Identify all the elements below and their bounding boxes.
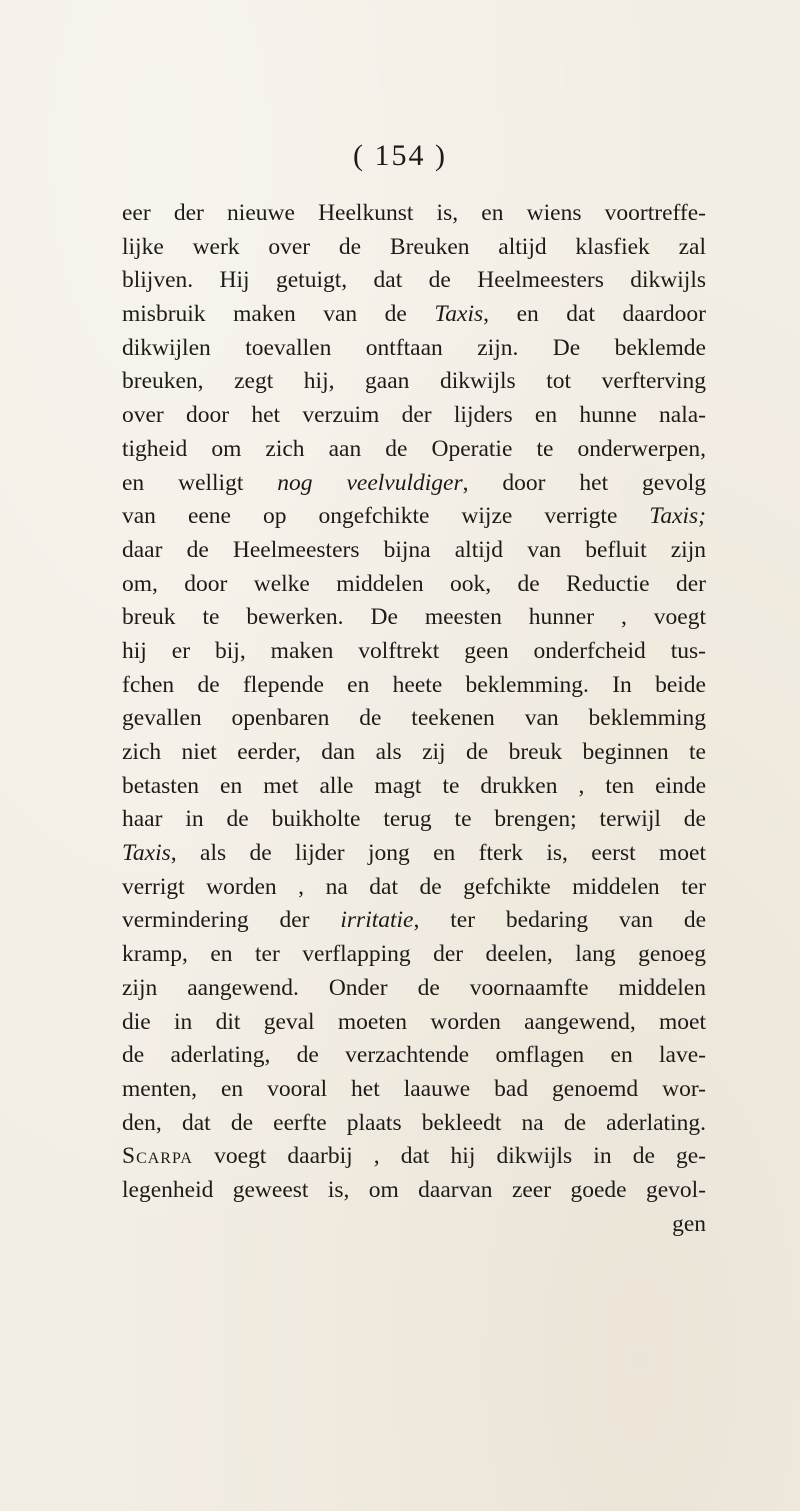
text-segment: dikwijlen toevallen ontftaan zijn. De beklemde <box>122 334 706 361</box>
italic-term: nog veelvuldiger <box>277 469 463 496</box>
italic-term: irritatie <box>340 907 414 934</box>
text-segment: vermindering der <box>122 907 341 934</box>
author-name: Scarpa <box>122 1143 193 1170</box>
text-line <box>122 938 706 972</box>
text-segment: daar de Heelmeesters bijna altijd van befluit zijn <box>122 536 706 563</box>
text-segment: die in dit geval moeten worden aangewend, moet <box>122 1008 706 1035</box>
text-segment: eer der nieuwe Heelkunst is, en wiens voortreffe- <box>122 200 706 226</box>
text-segment: kramp, en ter verflapping der deelen, lang genoeg <box>122 941 706 968</box>
text-line <box>122 736 706 770</box>
text-line <box>122 702 706 736</box>
text-line <box>122 332 706 366</box>
text-segment: lijke werk over de Breuken altijd klasfiek zal <box>122 233 706 260</box>
text-segment: , door het gevolg <box>462 469 706 496</box>
text-line <box>122 669 706 703</box>
text-line <box>122 298 706 332</box>
text-segment: , als de lijder jong en fterk is, eerst moet <box>170 840 706 867</box>
text-line <box>122 1073 706 1107</box>
text-segment: van eene op ongefchikte wijze verrigte <box>122 503 650 530</box>
text-line <box>122 568 706 602</box>
text-segment: over door het verzuim der lijders en hunne nala- <box>122 402 706 429</box>
italic-term: Taxis <box>434 301 484 328</box>
text-line <box>122 399 706 433</box>
text-segment: menten, en vooral het laauwe bad genoemd wor- <box>122 1075 706 1102</box>
text-line <box>122 837 706 871</box>
text-line <box>122 904 706 938</box>
text-segment: fchen de flepende en heete beklemming. In beide <box>122 671 706 698</box>
text-line <box>122 601 706 635</box>
text-segment: den, dat de eerfte plaats bekleedt na de aderlating. <box>122 1109 706 1136</box>
text-line <box>122 803 706 837</box>
text-line <box>122 1006 706 1040</box>
page-number-header: ( 154 ) <box>353 139 447 172</box>
text-line <box>122 1208 706 1242</box>
text-segment: zijn aangewend. Onder de voornaamfte middelen <box>122 974 706 1001</box>
text-line <box>122 1107 706 1141</box>
text-line <box>122 1174 706 1208</box>
text-line <box>122 197 706 231</box>
text-segment: voegt daarbij , dat hij dikwijls in de ge- <box>192 1143 706 1170</box>
text-line <box>122 365 706 399</box>
text-segment: breuk te bewerken. De meesten hunner , voegt <box>122 604 706 631</box>
text-segment: , en dat daardoor <box>483 301 707 328</box>
text-segment: hij er bij, maken volftrekt geen onderfcheid tus- <box>122 637 706 664</box>
text-line <box>122 1140 706 1174</box>
text-segment: misbruik maken van de <box>122 301 435 328</box>
text-line <box>122 1039 706 1073</box>
text-segment: en welligt <box>122 469 278 496</box>
text-line <box>122 972 706 1006</box>
text-segment: zich niet eerder, dan als zij de breuk beginnen te <box>122 739 706 765</box>
text-segment: breuken, zegt hij, gaan dikwijls tot verfterving <box>122 368 706 395</box>
text-segment: tigheid om zich aan de Operatie te onderwerpen, <box>122 435 706 462</box>
text-segment: blijven. Hij getuigt, dat de Heelmeesters dikwijls <box>122 267 706 294</box>
text-segment: haar in de buikholte terug te brengen; terwijl de <box>122 806 706 833</box>
text-line <box>122 635 706 669</box>
text-line <box>122 534 706 568</box>
text-line <box>122 231 706 265</box>
text-segment: om, door welke middelen ook, de Reductie der <box>122 570 706 597</box>
text-segment: , ter bedaring van de <box>413 907 706 934</box>
text-line <box>122 500 706 534</box>
text-line <box>122 467 706 501</box>
italic-term: Taxis; <box>649 503 706 530</box>
text-segment: gen <box>672 1210 706 1237</box>
text-line <box>122 264 706 298</box>
text-segment: verrigt worden , na dat de gefchikte middelen ter <box>122 873 706 900</box>
text-line <box>122 871 706 905</box>
text-segment: betasten en met alle magt te drukken , ten einde <box>122 772 706 799</box>
text-line <box>122 433 706 467</box>
text-segment: gevallen openbaren de teekenen van beklemming <box>122 705 706 732</box>
text-line <box>122 770 706 804</box>
text-segment: legenheid geweest is, om daarvan zeer goede gevol- <box>122 1176 706 1203</box>
italic-term: Taxis <box>122 840 171 867</box>
body-text <box>122 197 706 1241</box>
text-segment: de aderlating, de verzachtende omflagen en lave- <box>122 1042 706 1069</box>
